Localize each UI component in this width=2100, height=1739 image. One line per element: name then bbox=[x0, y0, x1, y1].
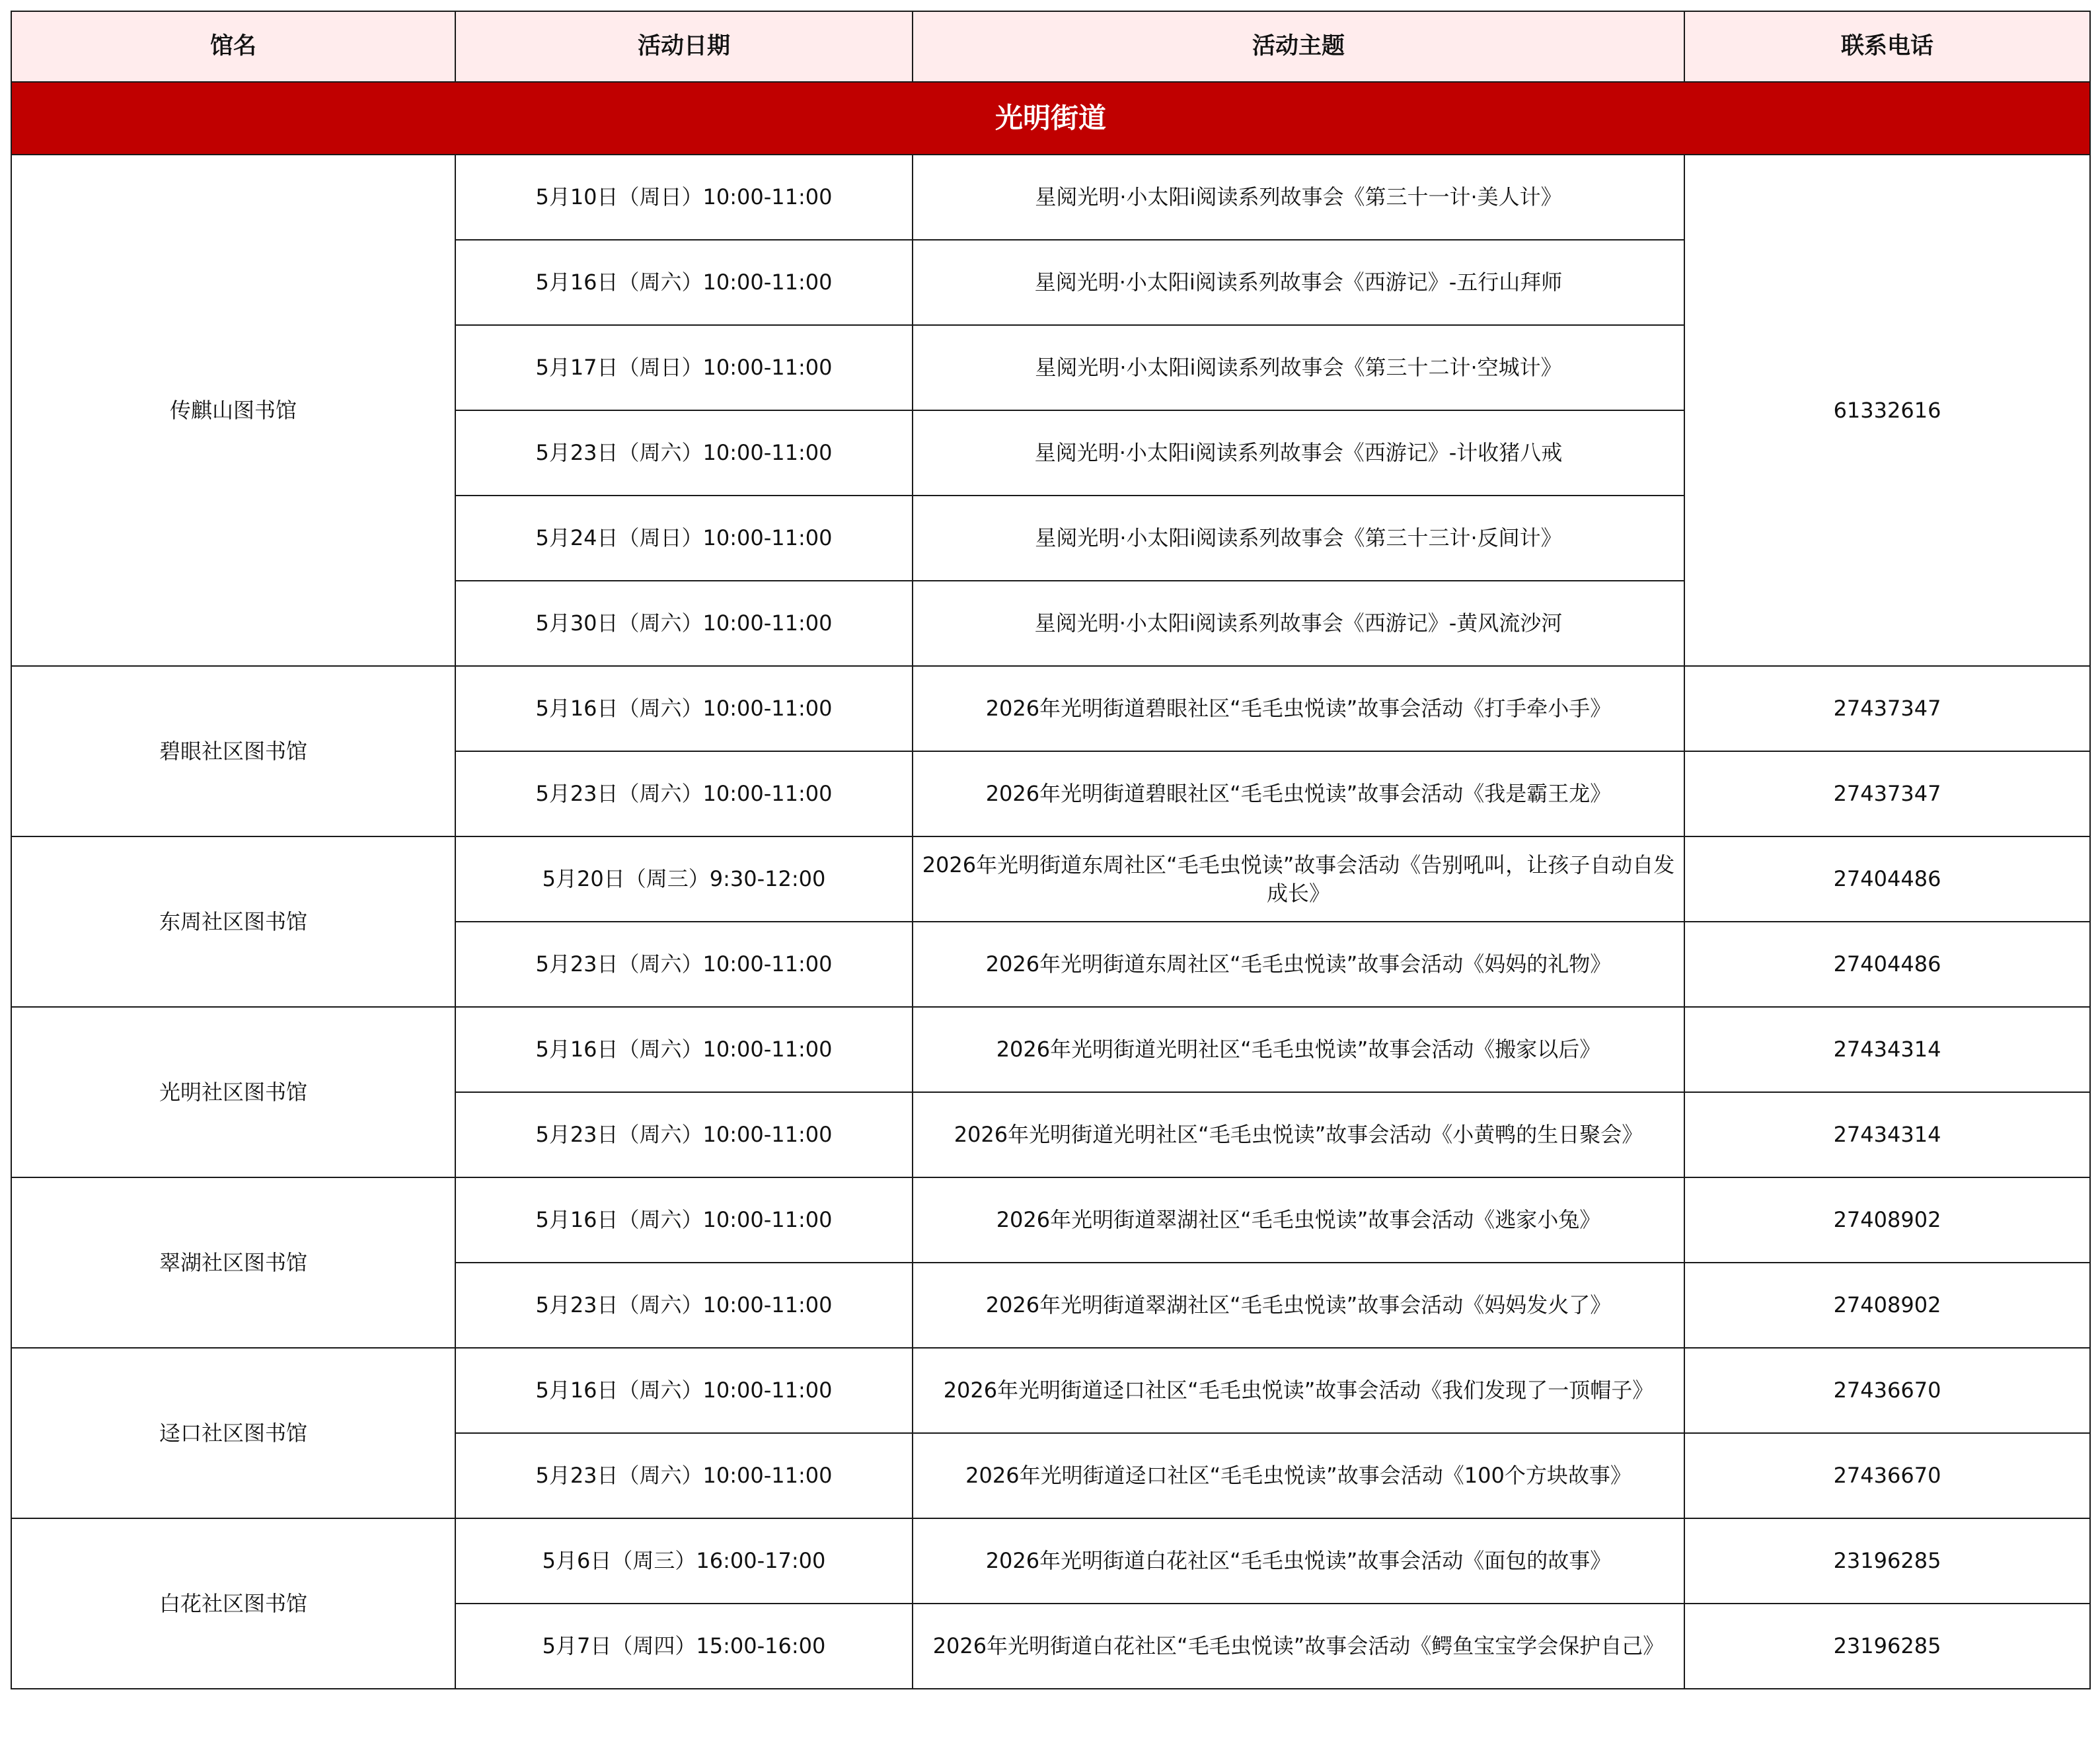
table-body bbox=[11, 82, 2090, 1689]
activity-date: 5月16日（周六）10:00-11:00 bbox=[455, 240, 913, 325]
header-library-name: 馆名 bbox=[11, 11, 455, 82]
activity-date: 5月6日（周三）16:00-17:00 bbox=[455, 1518, 913, 1604]
activity-theme: 2026年光明街道碧眼社区“毛毛虫悦读”故事会活动《我是霸王龙》 bbox=[913, 751, 1684, 836]
contact-phone: 61332616 bbox=[1684, 155, 2090, 666]
contact-phone: 23196285 bbox=[1684, 1518, 2090, 1604]
activity-date: 5月16日（周六）10:00-11:00 bbox=[455, 1177, 913, 1263]
library-name: 光明社区图书馆 bbox=[11, 1007, 455, 1177]
header-activity-date: 活动日期 bbox=[455, 11, 913, 82]
table-row bbox=[11, 666, 2090, 751]
activity-theme: 2026年光明街道光明社区“毛毛虫悦读”故事会活动《搬家以后》 bbox=[913, 1007, 1684, 1092]
contact-phone: 27408902 bbox=[1684, 1263, 2090, 1348]
header-row bbox=[11, 11, 2090, 82]
activity-theme: 星阅光明·小太阳i阅读系列故事会《第三十三计·反间计》 bbox=[913, 496, 1684, 581]
activity-date: 5月23日（周六）10:00-11:00 bbox=[455, 1433, 913, 1518]
contact-phone: 27436670 bbox=[1684, 1348, 2090, 1433]
activity-theme: 2026年光明街道迳口社区“毛毛虫悦读”故事会活动《100个方块故事》 bbox=[913, 1433, 1684, 1518]
activity-theme: 星阅光明·小太阳i阅读系列故事会《第三十一计·美人计》 bbox=[913, 155, 1684, 240]
schedule-table-wrapper bbox=[11, 11, 2091, 1689]
table-row bbox=[11, 1177, 2090, 1263]
library-name: 迳口社区图书馆 bbox=[11, 1348, 455, 1518]
activity-date: 5月30日（周六）10:00-11:00 bbox=[455, 581, 913, 666]
activity-date: 5月16日（周六）10:00-11:00 bbox=[455, 666, 913, 751]
activity-theme: 2026年光明街道白花社区“毛毛虫悦读”故事会活动《鳄鱼宝宝学会保护自己》 bbox=[913, 1604, 1684, 1689]
table-row bbox=[11, 155, 2090, 240]
activity-schedule-table bbox=[11, 11, 2091, 1689]
activity-theme: 星阅光明·小太阳i阅读系列故事会《西游记》-五行山拜师 bbox=[913, 240, 1684, 325]
library-name: 白花社区图书馆 bbox=[11, 1518, 455, 1689]
library-name: 碧眼社区图书馆 bbox=[11, 666, 455, 836]
activity-date: 5月23日（周六）10:00-11:00 bbox=[455, 410, 913, 496]
activity-theme: 星阅光明·小太阳i阅读系列故事会《西游记》-黄风流沙河 bbox=[913, 581, 1684, 666]
table-row bbox=[11, 836, 2090, 922]
contact-phone: 23196285 bbox=[1684, 1604, 2090, 1689]
section-row bbox=[11, 82, 2090, 155]
table-row bbox=[11, 1518, 2090, 1604]
section-title: 光明街道 bbox=[11, 82, 2090, 155]
activity-theme: 2026年光明街道迳口社区“毛毛虫悦读”故事会活动《我们发现了一顶帽子》 bbox=[913, 1348, 1684, 1433]
activity-date: 5月24日（周日）10:00-11:00 bbox=[455, 496, 913, 581]
activity-date: 5月23日（周六）10:00-11:00 bbox=[455, 1092, 913, 1177]
activity-date: 5月16日（周六）10:00-11:00 bbox=[455, 1007, 913, 1092]
header-activity-theme: 活动主题 bbox=[913, 11, 1684, 82]
table-row bbox=[11, 1348, 2090, 1433]
contact-phone: 27404486 bbox=[1684, 836, 2090, 922]
activity-theme: 星阅光明·小太阳i阅读系列故事会《第三十二计·空城计》 bbox=[913, 325, 1684, 410]
activity-theme: 2026年光明街道东周社区“毛毛虫悦读”故事会活动《妈妈的礼物》 bbox=[913, 922, 1684, 1007]
table-row bbox=[11, 1007, 2090, 1092]
activity-date: 5月23日（周六）10:00-11:00 bbox=[455, 1263, 913, 1348]
activity-theme: 2026年光明街道翠湖社区“毛毛虫悦读”故事会活动《妈妈发火了》 bbox=[913, 1263, 1684, 1348]
contact-phone: 27437347 bbox=[1684, 751, 2090, 836]
contact-phone: 27434314 bbox=[1684, 1007, 2090, 1092]
header-contact-phone: 联系电话 bbox=[1684, 11, 2090, 82]
contact-phone: 27437347 bbox=[1684, 666, 2090, 751]
activity-theme: 2026年光明街道碧眼社区“毛毛虫悦读”故事会活动《打手牵小手》 bbox=[913, 666, 1684, 751]
contact-phone: 27434314 bbox=[1684, 1092, 2090, 1177]
activity-theme: 2026年光明街道翠湖社区“毛毛虫悦读”故事会活动《逃家小兔》 bbox=[913, 1177, 1684, 1263]
library-name: 传麒山图书馆 bbox=[11, 155, 455, 666]
activity-theme: 2026年光明街道光明社区“毛毛虫悦读”故事会活动《小黄鸭的生日聚会》 bbox=[913, 1092, 1684, 1177]
contact-phone: 27404486 bbox=[1684, 922, 2090, 1007]
activity-date: 5月16日（周六）10:00-11:00 bbox=[455, 1348, 913, 1433]
activity-date: 5月23日（周六）10:00-11:00 bbox=[455, 922, 913, 1007]
activity-date: 5月20日（周三）9:30-12:00 bbox=[455, 836, 913, 922]
activity-theme: 星阅光明·小太阳i阅读系列故事会《西游记》-计收猪八戒 bbox=[913, 410, 1684, 496]
contact-phone: 27436670 bbox=[1684, 1433, 2090, 1518]
library-name: 翠湖社区图书馆 bbox=[11, 1177, 455, 1348]
activity-date: 5月7日（周四）15:00-16:00 bbox=[455, 1604, 913, 1689]
table-header bbox=[11, 11, 2090, 82]
activity-date: 5月23日（周六）10:00-11:00 bbox=[455, 751, 913, 836]
activity-theme: 2026年光明街道东周社区“毛毛虫悦读”故事会活动《告别吼叫，让孩子自动自发成长》 bbox=[913, 836, 1684, 922]
contact-phone: 27408902 bbox=[1684, 1177, 2090, 1263]
activity-theme: 2026年光明街道白花社区“毛毛虫悦读”故事会活动《面包的故事》 bbox=[913, 1518, 1684, 1604]
library-name: 东周社区图书馆 bbox=[11, 836, 455, 1007]
activity-date: 5月17日（周日）10:00-11:00 bbox=[455, 325, 913, 410]
activity-date: 5月10日（周日）10:00-11:00 bbox=[455, 155, 913, 240]
